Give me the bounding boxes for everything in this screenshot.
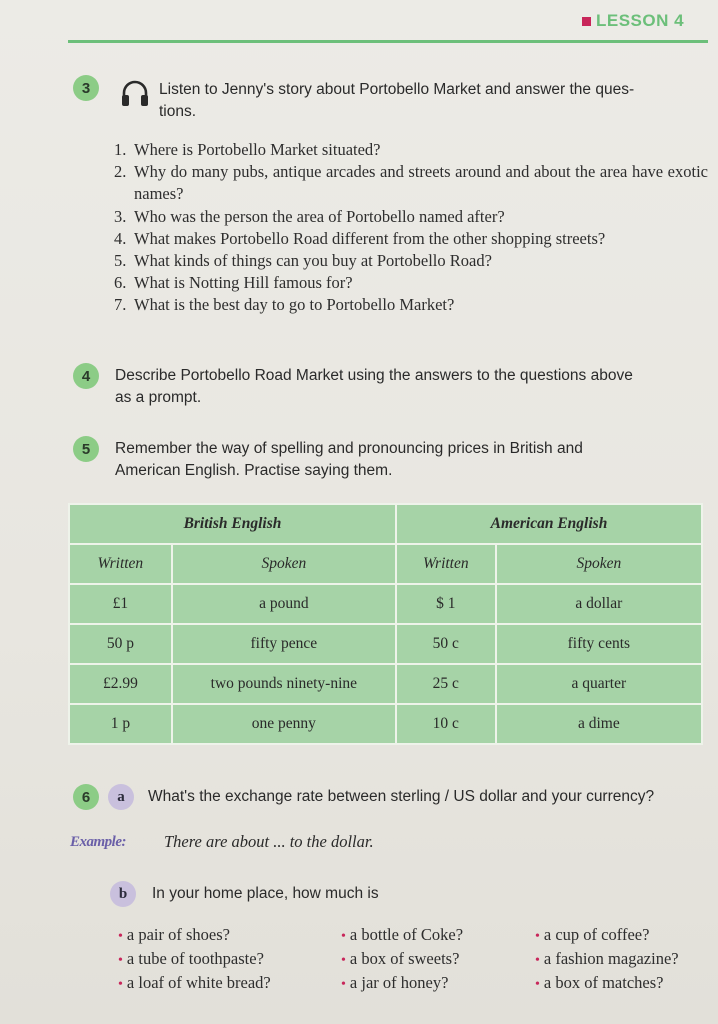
list-item: • a box of matches?	[535, 972, 679, 996]
question-item: 6. What is Notting Hill famous for?	[114, 273, 353, 293]
header-rule	[68, 40, 708, 43]
col-written-american: Written	[396, 544, 496, 584]
question-item: 3. Who was the person the area of Portobello named after?	[114, 206, 505, 226]
question-item: 5. What kinds of things can you buy at Portobello Road?	[114, 251, 492, 271]
exercise-5-line2: American English. Practise saying them.	[115, 462, 393, 479]
table-group-header	[69, 504, 702, 544]
exercise-3-badge: 3	[73, 75, 99, 101]
example-label: Example:	[70, 834, 126, 850]
bullet-column-2	[341, 924, 463, 996]
exercise-5-badge: 5	[73, 436, 99, 462]
table-row	[69, 624, 702, 664]
headphones-icon	[120, 79, 150, 109]
list-item: • a jar of honey?	[341, 972, 463, 996]
american-written-cell: $ 1	[396, 584, 496, 624]
table-row	[69, 664, 702, 704]
bullet-column-1	[118, 924, 271, 996]
british-spoken-cell: two pounds ninety-nine	[172, 664, 396, 704]
exercise-4-line2: as a prompt.	[115, 389, 202, 406]
question-item: 4. What makes Portobello Road different from the other shopping streets?	[114, 228, 606, 248]
price-table	[68, 503, 703, 745]
british-spoken-cell: a pound	[172, 584, 396, 624]
col-written-british: Written	[69, 544, 172, 584]
list-item: • a fashion magazine?	[535, 948, 679, 972]
american-spoken-cell: a quarter	[496, 664, 702, 704]
question-list	[114, 139, 708, 317]
list-item: • a cup of coffee?	[535, 924, 679, 948]
exercise-5-instruction	[115, 438, 708, 482]
list-item: • a loaf of white bread?	[118, 972, 271, 996]
american-spoken-cell: a dollar	[496, 584, 702, 624]
exercise-4-line1: Describe Portobello Road Market using the answers to the questions above	[115, 367, 633, 384]
exercise-3-instruction-line1: Listen to Jenny's story about Portobello Market and answer the ques-	[159, 81, 635, 98]
col-spoken-american: Spoken	[496, 544, 702, 584]
american-written-cell: 50 c	[396, 624, 496, 664]
question-item: 7. What is the best day to go to Portobello Market?	[114, 295, 455, 315]
table-row	[69, 704, 702, 744]
lesson-heading: LESSON 4	[596, 11, 685, 30]
list-item: • a pair of shoes?	[118, 924, 271, 948]
british-written-cell: £1	[69, 584, 172, 624]
british-english-header: British English	[69, 504, 396, 544]
question-item: 1. Where is Portobello Market situated?	[114, 140, 381, 159]
sub-task-b-badge: b	[110, 881, 136, 907]
british-spoken-cell: one penny	[172, 704, 396, 744]
exercise-6a-instruction: What's the exchange rate between sterling / US dollar and your currency?	[148, 788, 655, 805]
american-english-header: American English	[396, 504, 702, 544]
question-item: 2. Why do many pubs, antique arcades and streets around and about the area have exotic names?	[114, 162, 708, 204]
exercise-6b-instruction: In your home place, how much is	[152, 885, 379, 902]
list-item: • a tube of toothpaste?	[118, 948, 271, 972]
bullet-column-3	[535, 924, 679, 996]
exercise-3-instruction	[159, 79, 709, 123]
exercise-3-instruction-line2: tions.	[159, 103, 197, 120]
british-written-cell: 50 p	[69, 624, 172, 664]
col-spoken-british: Spoken	[172, 544, 396, 584]
exercise-5-line1: Remember the way of spelling and pronouncing prices in British and	[115, 440, 583, 457]
table-row	[69, 584, 702, 624]
table-column-header	[69, 544, 702, 584]
exercise-6-badge: 6	[73, 784, 99, 810]
list-item: • a box of sweets?	[341, 948, 463, 972]
exercise-4-instruction	[115, 365, 708, 409]
example-sentence: There are about ... to the dollar.	[164, 832, 374, 851]
list-item: • a bottle of Coke?	[341, 924, 463, 948]
american-spoken-cell: a dime	[496, 704, 702, 744]
british-written-cell: 1 p	[69, 704, 172, 744]
exercise-4-badge: 4	[73, 363, 99, 389]
british-written-cell: £2.99	[69, 664, 172, 704]
american-spoken-cell: fifty cents	[496, 624, 702, 664]
sub-task-a-badge: a	[108, 784, 134, 810]
american-written-cell: 10 c	[396, 704, 496, 744]
lesson-square-marker	[582, 17, 591, 26]
british-spoken-cell: fifty pence	[172, 624, 396, 664]
american-written-cell: 25 c	[396, 664, 496, 704]
